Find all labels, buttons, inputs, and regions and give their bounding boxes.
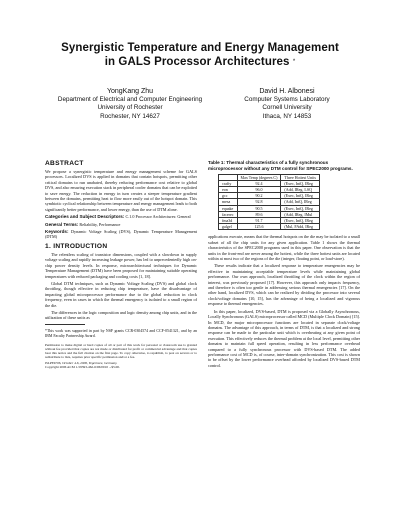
body-paragraph-2: These results indicate that a localized response to temperature emergencies may be effective in maintaining acceptable temperature levels while maintaining global performance. Our own approach, localized throttling of the clock within the region of interest, was previously proposed [17]. However, this approach only impacts frequency, and therefore is often too gentle in addressing serious thermal emergencies [17]. On the other hand, localized DVS, which can be realized by dividing the processor into several clock/voltage domains [10, 15], has the advantage of being a localized and vigorous response to thermal emergencies. [208,263,360,307]
paper-title-line-2-text: in GALS Processor Architectures [104,56,290,68]
paper-title-line-2 [30,55,370,69]
table-1 [218,174,320,231]
keywords-label: Keywords: [45,229,69,235]
hottest-units-cell: (Add, IReg, IMul [281,211,320,217]
copyright-notice: Permission to make digital or hard copies of all or part of this work for personal or classroom use is granted without fee provided that copies are not made or distributed for profit or commercial advantage and that copies bear this notice and the full citation on the first page. To copy otherwise, to republish, to post on servers or to redistribute to lists, requires prior specific permission and/or a fee. [45,342,197,360]
general-terms-line [45,222,197,227]
paper-title-line-1: Synergistic Temperature and Energy Management [61,42,339,54]
left-column [45,160,197,369]
hottest-units-cell: (Exec, IntQ, IReg [281,218,320,224]
categories-text: C.1.0 Processor Architectures: General [125,214,191,220]
max-temp-cell: 91.7 [237,218,281,224]
benchmark-cell: facerec [219,211,238,217]
body-paragraph-3: In this paper, localized, DVS-based, DTM is proposed via a Globally Asynchronous, Locally Synchronous (GALS) microprocessor called MCD (Multiple Clock Domain) [15]. In MCD, the major microprocessor functions are located in separate clock/voltage domains. The advantage of this approach, in terms of DTM, is that a localized and strong response can be made to the particular unit which is overheating at any given point of execution. This effectively reduces the thermal problem at the local level, permitting other domains to maintain full speed operation, resulting in less performance overhead compared to a fully synchronous processor with DVS-based DTM. The added performance cost of MCD is, of course, inter-domain synchronization. This cost is shown to be offset by the lower performance overhead afforded by localized DVS-based DTM control. [208,308,360,368]
hottest-units-cell: (Add, IntQ, IReg [281,199,320,205]
hottest-units-cell: (Exec, IntQ, IReg [281,180,320,186]
keywords-text: Dynamic Voltage Scaling (DVS), Dynamic Temperature Management (DTM) [45,229,197,240]
intro-heading: 1. INTRODUCTION [45,242,108,250]
author-1-city: Rochester, NY 14627 [100,112,160,120]
benchmark-cell: crafty [219,180,238,186]
author-2-dept: Computer Systems Laboratory [244,96,330,104]
author-1-name: YongKang Zhu [106,88,154,95]
table-1-header-cell: Max Temp (degrees C) [237,174,281,180]
max-temp-cell: 90.5 [237,205,281,211]
benchmark-cell: galgel [219,224,238,230]
benchmark-cell: eon [219,187,238,193]
max-temp-cell: 92.4 [237,180,281,186]
author-2 [222,88,352,121]
body-paragraph-1: applications execute, means that the thermal hotspots on the die may be isolated to a small subset of all the chip units for any given application. Table 1 shows the thermal characteristics of the SPEC2000 programs used in this paper. One observation is that the units in the front-end are never among the hottest, while the three hottest units are located within at most two of the regions of the die (integer, floating point, or load-store). [208,234,360,262]
table-row [219,224,320,230]
intro-paragraph-1: The relentless scaling of transistor dimensions, coupled with a slowdown in supply voltage scaling and rapidly increasing leakage power, has led to unprecedentedly high on-chip power density levels. In response, microarchitectural techniques for Dynamic Temperature Management (DTM) have been proposed for maintaining suitable operating temperatures with reduced packaging and cooling costs [1, 18]. [45,251,197,279]
categories-label: Categories and Subject Descriptors: [45,214,125,220]
general-terms-text: Reliability, Performance [79,221,121,227]
keywords-line [45,229,197,240]
funding-footnote: *This work was supported in part by NSF grants CCR-0304574 and CCF-0541321, and by an IBM Faculty Partnership Award. [45,328,197,338]
title-footnote-mark: * [292,59,296,65]
right-column [208,160,360,370]
max-temp-cell: 92.8 [237,199,281,205]
paper-title [30,41,370,69]
max-temp-cell: 89.6 [237,211,281,217]
author-1-dept: Department of Electrical and Computer Engineering [57,96,203,104]
benchmark-cell: gcc [219,193,238,199]
table-1-caption: Table 1: Thermal characteristics of a fully synchronous microprocessor without any DTM control for SPEC2000 programs. [208,160,353,171]
conference-line: ISLPED'06, October 4-6, 2006, Tegernsee, Germany. [45,360,118,365]
table-1-header-cell: Three Hottest Units [281,174,320,180]
copyright-line: Copyright 2006 ACM 1-59593-462-6/06/0010 ...$5.00. [45,365,120,370]
max-temp-cell: 90.2 [237,193,281,199]
abstract-heading: ABSTRACT [45,160,84,167]
max-temp-cell: 125.6 [237,224,281,230]
benchmark-cell: equake [219,205,238,211]
benchmark-cell: mesa [219,199,238,205]
hottest-units-cell: (Exec, IntQ, IReg [281,205,320,211]
abstract-text: We propose a synergistic temperature and energy management scheme for GALS processors. Localized DVS is applied in domains that contain hotspots, permitting other critical domains to run unabated, thereby reducing performance cost relative to global DVS, and also ensuring execution stack in peripheral cooler domains that can be exploited to save energy. The reduction in energy in turn creates a steeper temperature gradient between the domains, permitting heat to flow more easily out of the hotspot domain. This symbiotic cyclical relationship between temperature and energy management leads to both significantly better performance, and lower energy, than the use of DTM alone. [45,169,197,212]
author-2-org: Cornell University [262,104,312,112]
max-temp-cell: 96.0 [237,187,281,193]
author-2-name: David H. Albonesi [259,88,315,95]
author-1 [50,88,210,121]
author-block [0,88,400,124]
benchmark-cell: fma3d [219,218,238,224]
intro-paragraph-3: The differences in the logic composition and logic density among chip units, and in the utilization of these units as [45,309,197,321]
general-terms-label: General Terms: [45,221,79,227]
intro-paragraph-2: Global DTM techniques, such as Dynamic Voltage Scaling (DVS) and global clock throttling, though effective in reducing chip temperature, have the disadvantage of impacting global microprocessor performance due to the global reduction in clock frequency, even in cases in which the thermal emergency is isolated to a small region of the die. [45,280,197,308]
author-1-org: University of Rochester [97,104,163,112]
hottest-units-cell: (Add, IReg, LSQ [281,187,320,193]
hottest-units-cell: (Mul, FAdd, IReg [281,224,320,230]
hottest-units-cell: (Exec, IntQ, IReg [281,193,320,199]
author-2-city: Ithaca, NY 14853 [262,112,312,120]
footnote-divider [45,324,85,325]
categories-line [45,214,197,219]
